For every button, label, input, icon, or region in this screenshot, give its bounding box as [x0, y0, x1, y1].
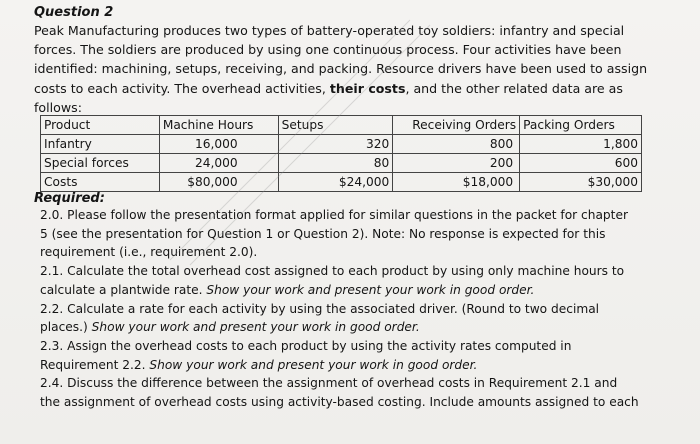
- table-header: Receiving Orders: [393, 116, 520, 135]
- table-row: [41, 173, 642, 192]
- requirement-line: the assignment of overhead costs using activity-based costing. Include amounts assigned to each: [40, 395, 639, 410]
- table-cell: Costs: [41, 173, 160, 192]
- intro-text: costs to each activity. The overhead activities,: [34, 80, 330, 96]
- requirement-text: Requirement 2.2.: [40, 357, 150, 372]
- requirement-line: 2.0. Please follow the presentation format applied for similar questions in the packet for chapter: [40, 208, 628, 222]
- requirement-italic-text: Show your work and present your work in good order.: [149, 357, 478, 372]
- activity-data-table: [40, 115, 642, 192]
- requirement-line: [40, 281, 640, 300]
- requirement-italic-text: Show your work and present your work in good order.: [91, 320, 420, 335]
- requirement-line: [40, 356, 640, 375]
- table-cell: 80: [278, 154, 393, 173]
- requirement-text: calculate a plantwide rate.: [40, 282, 207, 297]
- intro-line: forces. The soldiers are produced by using one continuous process. Four activities have been: [34, 42, 622, 58]
- question-title: Question 2: [34, 5, 114, 20]
- table-header: Machine Hours: [159, 116, 278, 135]
- intro-text: , and the other related data are as: [405, 80, 623, 96]
- requirement-line: requirement (i.e., requirement 2.0).: [40, 245, 258, 260]
- intro-line: follows:: [34, 99, 82, 115]
- requirement-italic-text: Show your work and present your work in good order.: [206, 282, 535, 297]
- intro-line: identified: machining, setups, receiving, and packing. Resource drivers have been used to assign: [34, 61, 648, 77]
- table-header: Product: [41, 116, 160, 135]
- table-cell: 24,000: [159, 154, 278, 173]
- requirements-list: [40, 206, 640, 412]
- table-cell: $18,000: [393, 173, 520, 192]
- requirement-text: places.): [40, 320, 92, 335]
- required-heading: Required:: [34, 191, 105, 206]
- requirement-line: [40, 318, 640, 337]
- table-row: [41, 135, 642, 154]
- requirement-line: 2.2. Calculate a rate for each activity by using the associated driver. (Round to two decimal: [40, 301, 600, 316]
- table-cell: 320: [278, 135, 393, 154]
- table-cell: 200: [393, 154, 520, 173]
- table-cell: Special forces: [41, 154, 160, 173]
- requirement-line: 5 (see the presentation for Question 1 or Question 2). Note: No response is expected for this: [40, 226, 606, 241]
- intro-line: [34, 79, 644, 98]
- table-header: Setups: [278, 116, 393, 135]
- requirement-line: 2.1. Calculate the total overhead cost assigned to each product by using only machine hours to: [40, 264, 625, 279]
- intro-paragraph: [34, 21, 648, 117]
- intro-line: Peak Manufacturing produces two types of battery-operated toy soldiers: infantry and special: [34, 23, 625, 38]
- table-header: Packing Orders: [520, 116, 642, 135]
- table-cell: 1,800: [520, 135, 642, 154]
- table-cell: $80,000: [159, 173, 278, 192]
- requirement-line: 2.3. Assign the overhead costs to each product by using the activity rates computed in: [40, 338, 572, 353]
- table-cell: Infantry: [41, 135, 160, 154]
- table-cell: 600: [520, 154, 642, 173]
- table-header-row: [41, 116, 642, 135]
- table-cell: $30,000: [520, 173, 642, 192]
- intro-bold-text: their costs: [329, 80, 406, 96]
- table-cell: 16,000: [159, 135, 278, 154]
- table-row: [41, 154, 642, 173]
- requirement-line: 2.4. Discuss the difference between the assignment of overhead costs in Requirement 2.1 and: [40, 376, 618, 391]
- table-cell: 800: [393, 135, 520, 154]
- table-cell: $24,000: [278, 173, 393, 192]
